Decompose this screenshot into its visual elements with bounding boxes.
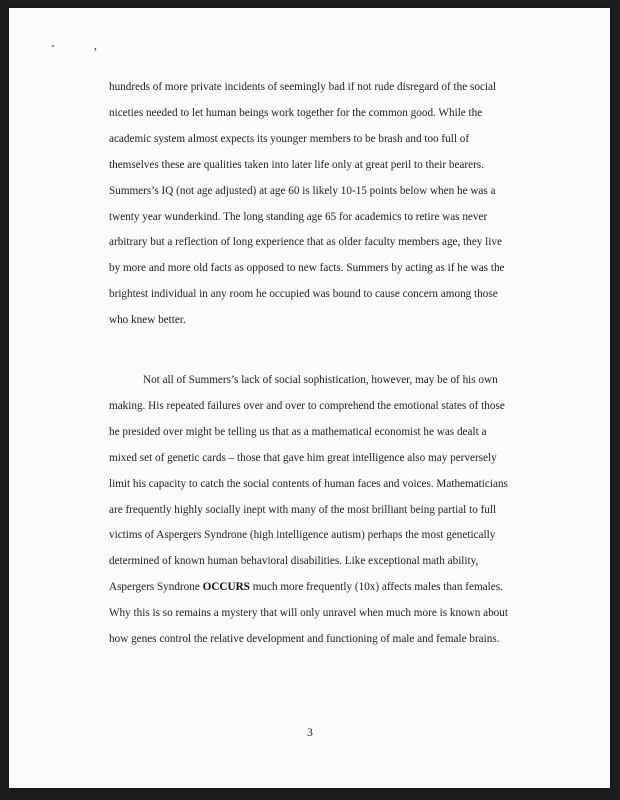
text-line: who knew better. [109, 314, 186, 327]
text-line: making. His repeated failures over and over to comprehend the emotional states of those [109, 399, 505, 412]
text-line: hundreds of more private incidents of seemingly bad if not rude disregard of the social [109, 81, 497, 93]
corner-mark: - , [51, 38, 115, 52]
text-line: victims of Aspergers Syndrone (high intelligence autism) perhaps the most genetically [109, 529, 496, 542]
page-number: 3 [307, 727, 313, 739]
text-line: twenty year wunderkind. The long standing age 65 for academics to retire was never [109, 210, 488, 223]
text-line: themselves these are qualities taken into later life only at great peril to their bearers. [109, 158, 484, 171]
text-line-with-emphasis [109, 575, 529, 601]
text-line: are frequently highly socially inept with many of the most brilliant being partial to full [109, 503, 497, 516]
text-line: Summers’s IQ (not age adjusted) at age 60 is likely 10-15 points below when he was a [109, 184, 496, 197]
text-line: limit his capacity to catch the social contents of human faces and voices. Mathematicians [109, 477, 508, 490]
text-segment: Aspergers Syndrone [109, 581, 203, 594]
text-line: academic system almost expects its younger members to be brash and too full of [109, 132, 470, 145]
paragraph-1 [109, 75, 529, 334]
text-line: how genes control the relative development and functioning of male and female brains. [109, 633, 500, 646]
text-line: he presided over might be telling us that as a mathematical economist he was dealt a [109, 425, 487, 438]
text-segment: much more frequently (10x) affects males than females. [249, 581, 503, 594]
text-line: niceties needed to let human beings work together for the common good. While the [109, 106, 483, 119]
text-line: Why this is so remains a mystery that will only unravel when much more is known about [109, 607, 508, 620]
text-line: determined of known human behavioral disabilities. Like exceptional math ability, [109, 555, 479, 568]
text-line: arbitrary but a reflection of long experience that as older faculty members age, they live [109, 236, 502, 249]
paragraph-2 [109, 368, 529, 653]
text-line: mixed set of genetic cards – those that gave him great intelligence also may perversely [109, 451, 497, 464]
text-line: by more and more old facts as opposed to new facts. Summers by acting as if he was the [109, 262, 505, 275]
text-line: Not all of Summers’s lack of social sophistication, however, may be of his own [143, 374, 498, 386]
emphasized-word: OCCURS [202, 581, 250, 594]
text-line: brightest individual in any room he occupied was bound to cause concern among those [109, 288, 498, 301]
